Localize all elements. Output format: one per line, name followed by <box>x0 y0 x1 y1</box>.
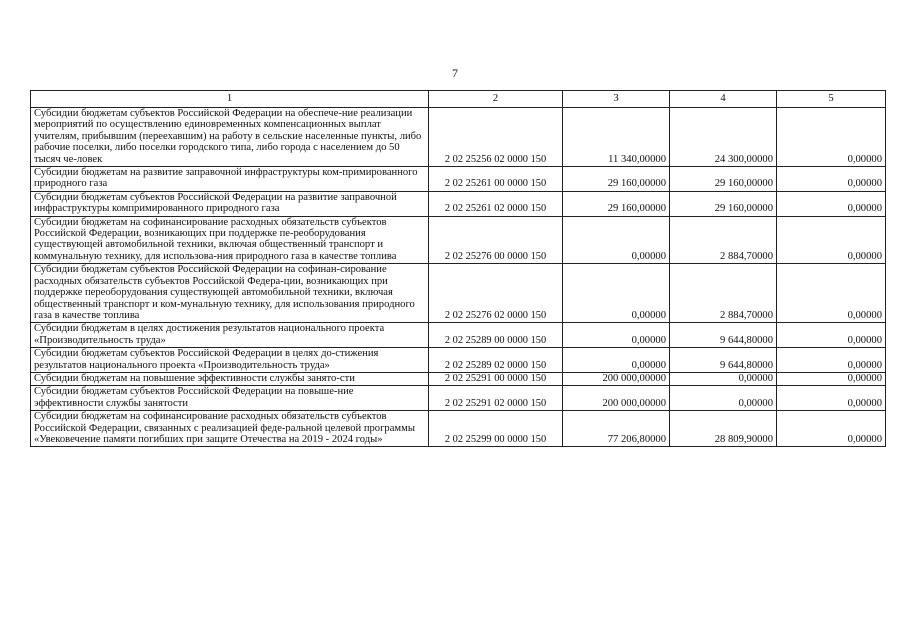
page-number: 7 <box>452 66 458 80</box>
row-value-col4-cell: 28 809,90000 <box>670 411 777 447</box>
row-name-cell: Субсидии бюджетам на развитие заправочной инфраструктуры ком-примированного природного газа <box>31 167 429 192</box>
table-row <box>31 411 886 447</box>
row-name-cell: Субсидии бюджетам субъектов Российской Федерации на софинан-сирование расходных обязательств субъектов Российской Федера-ции, возникающих при поддержке переоборудования существующей автомобильной техники, включая общественный транспорт и ком-мунальную технику, для использования природного газа в качестве топлива <box>31 264 429 323</box>
table-row <box>31 191 886 216</box>
row-name-cell: Субсидии бюджетам на повышение эффективности службы занято-сти <box>31 372 429 385</box>
row-value-col4-cell: 2 884,70000 <box>670 216 777 264</box>
row-code-cell: 2 02 25276 00 0000 150 <box>429 216 563 264</box>
row-code-cell: 2 02 25276 02 0000 150 <box>429 264 563 323</box>
row-value-col5-cell: 0,00000 <box>777 191 886 216</box>
row-value-col5-cell: 0,00000 <box>777 348 886 373</box>
row-value-col5-cell: 0,00000 <box>777 386 886 411</box>
row-code-cell: 2 02 25291 00 0000 150 <box>429 372 563 385</box>
row-code-cell: 2 02 25256 02 0000 150 <box>429 108 563 167</box>
row-value-col4-cell: 24 300,00000 <box>670 108 777 167</box>
row-name-cell: Субсидии бюджетам субъектов Российской Федерации в целях до-стижения результатов национального проекта «Производительность труда» <box>31 348 429 373</box>
row-code-cell: 2 02 25261 02 0000 150 <box>429 191 563 216</box>
row-name-cell: Субсидии бюджетам в целях достижения результатов национального проекта «Производительность труда» <box>31 323 429 348</box>
row-value-col3-cell: 200 000,00000 <box>563 386 670 411</box>
row-code-cell: 2 02 25299 00 0000 150 <box>429 411 563 447</box>
header-col-3: 3 <box>563 91 670 108</box>
header-col-4: 4 <box>670 91 777 108</box>
row-name-cell: Субсидии бюджетам субъектов Российской Федерации на развитие заправочной инфраструктуры компримированного природного газа <box>31 191 429 216</box>
row-name-cell: Субсидии бюджетам на софинансирование расходных обязательств субъектов Российской Федерации, связанных с реализацией феде-ральной целевой программы «Увековечение памяти погибших при защите Отечества на 2019 - 2024 годы» <box>31 411 429 447</box>
row-value-col4-cell: 0,00000 <box>670 386 777 411</box>
row-value-col4-cell: 0,00000 <box>670 372 777 385</box>
row-code-cell: 2 02 25289 00 0000 150 <box>429 323 563 348</box>
row-value-col5-cell: 0,00000 <box>777 372 886 385</box>
header-col-5: 5 <box>777 91 886 108</box>
table-row <box>31 348 886 373</box>
row-value-col4-cell: 9 644,80000 <box>670 323 777 348</box>
row-value-col3-cell: 11 340,00000 <box>563 108 670 167</box>
row-code-cell: 2 02 25291 02 0000 150 <box>429 386 563 411</box>
row-value-col4-cell: 29 160,00000 <box>670 191 777 216</box>
row-value-col3-cell: 0,00000 <box>563 348 670 373</box>
row-value-col3-cell: 29 160,00000 <box>563 167 670 192</box>
table-row <box>31 167 886 192</box>
row-value-col3-cell: 0,00000 <box>563 323 670 348</box>
row-name-cell: Субсидии бюджетам на софинансирование расходных обязательств субъектов Российской Федерации, возникающих при поддержке пе-реоборудования существующей автомобильной техники, включая общественный транспорт и коммунальную технику, для использова-ния природного газа в качестве топлива <box>31 216 429 264</box>
table-row <box>31 108 886 167</box>
table-row <box>31 386 886 411</box>
row-value-col5-cell: 0,00000 <box>777 411 886 447</box>
row-value-col5-cell: 0,00000 <box>777 167 886 192</box>
row-value-col3-cell: 29 160,00000 <box>563 191 670 216</box>
row-value-col5-cell: 0,00000 <box>777 323 886 348</box>
row-value-col5-cell: 0,00000 <box>777 108 886 167</box>
row-value-col3-cell: 0,00000 <box>563 264 670 323</box>
row-value-col3-cell: 77 206,80000 <box>563 411 670 447</box>
header-row <box>31 91 886 108</box>
row-value-col4-cell: 2 884,70000 <box>670 264 777 323</box>
table-body <box>31 108 886 447</box>
row-code-cell: 2 02 25289 02 0000 150 <box>429 348 563 373</box>
row-value-col5-cell: 0,00000 <box>777 264 886 323</box>
row-value-col4-cell: 29 160,00000 <box>670 167 777 192</box>
table-row <box>31 216 886 264</box>
row-value-col4-cell: 9 644,80000 <box>670 348 777 373</box>
row-value-col3-cell: 200 000,00000 <box>563 372 670 385</box>
table-row <box>31 372 886 385</box>
row-value-col5-cell: 0,00000 <box>777 216 886 264</box>
row-name-cell: Субсидии бюджетам субъектов Российской Федерации на обеспече-ние реализации мероприятий по осуществлению единовременных компенсационных выплат учителям, прибывшим (переехавшим) на работу в сельские населенные пункты, либо рабочие поселки, либо поселки городского типа, либо города с населением до 50 тысяч че-ловек <box>31 108 429 167</box>
header-col-2: 2 <box>429 91 563 108</box>
table-row <box>31 323 886 348</box>
table-row <box>31 264 886 323</box>
row-code-cell: 2 02 25261 00 0000 150 <box>429 167 563 192</box>
budget-table <box>30 90 886 447</box>
header-col-1: 1 <box>31 91 429 108</box>
row-value-col3-cell: 0,00000 <box>563 216 670 264</box>
row-name-cell: Субсидии бюджетам субъектов Российской Федерации на повыше-ние эффективности службы занятости <box>31 386 429 411</box>
table-header <box>31 91 886 108</box>
